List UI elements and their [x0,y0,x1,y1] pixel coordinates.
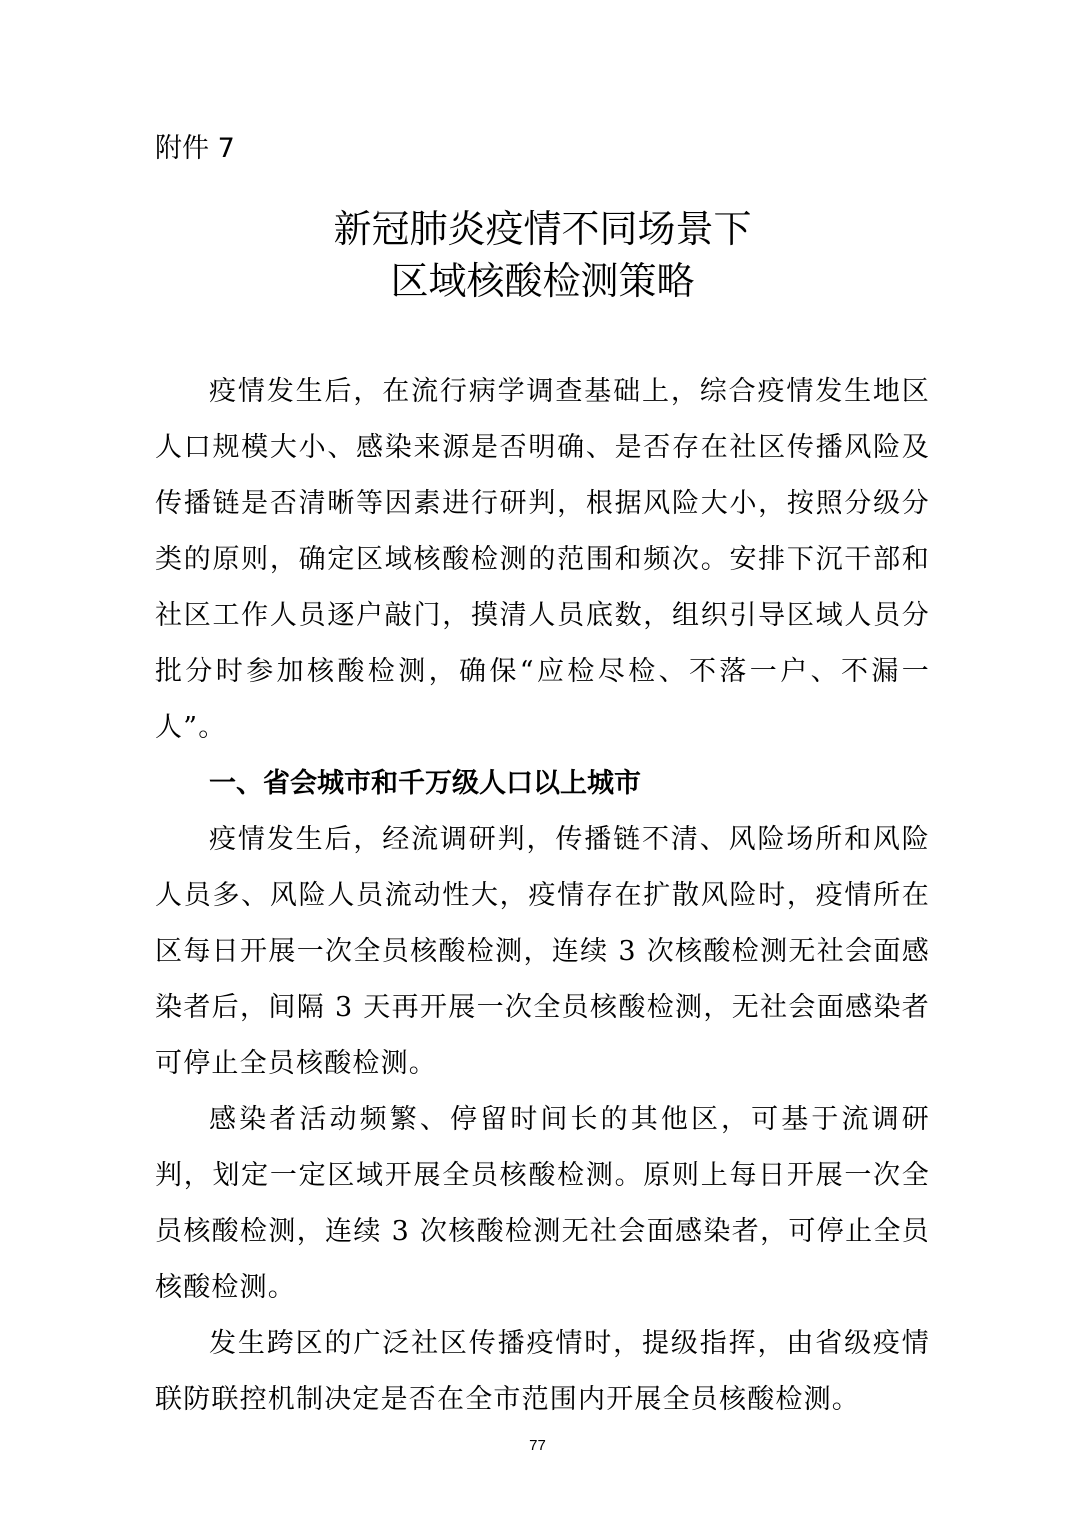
section-1 [155,756,930,812]
section-1-body [155,812,930,1428]
section-1-paragraph-2: 感染者活动频繁、停留时间长的其他区，可基于流调研判，划定一定区域开展全员核酸检测。原则上每日开展一次全员核酸检测，连续 3 次核酸检测无社会面感染者，可停止全员核酸检测。 [155,1104,930,1303]
attachment-label: 附件 7 [155,133,235,164]
intro-paragraph: 疫情发生后，在流行病学调查基础上，综合疫情发生地区人口规模大小、感染来源是否明确、是否存在社区传播风险及传播链是否清晰等因素进行研判，根据风险大小，按照分级分类的原则，确定区域核酸检测的范围和频次。安排下沉干部和社区工作人员逐户敲门，摸清人员底数，组织引导区域人员分批分时参加核酸检测，确保“应检尽检、不落一户、不漏一人”。 [155,376,930,743]
section-1-paragraph-1: 疫情发生后，经流调研判，传播链不清、风险场所和风险人员多、风险人员流动性大，疫情存在扩散风险时，疫情所在区每日开展一次全员核酸检测，连续 3 次核酸检测无社会面感染者后，间隔 3 天再开展一次全员核酸检测，无社会面感染者可停止全员核酸检测。 [155,824,930,1079]
document-title-line-1: 新冠肺炎疫情不同场景下 [333,207,752,251]
document-title-line-2: 区域核酸检测策略 [390,259,695,303]
page-number: 77 [529,1437,546,1454]
document-body [155,364,930,756]
section-1-paragraph-3: 发生跨区的广泛社区传播疫情时，提级指挥，由省级疫情联防联控机制决定是否在全市范围内开展全员核酸检测。 [155,1328,930,1415]
section-1-heading: 一、省会城市和千万级人口以上城市 [209,768,641,799]
